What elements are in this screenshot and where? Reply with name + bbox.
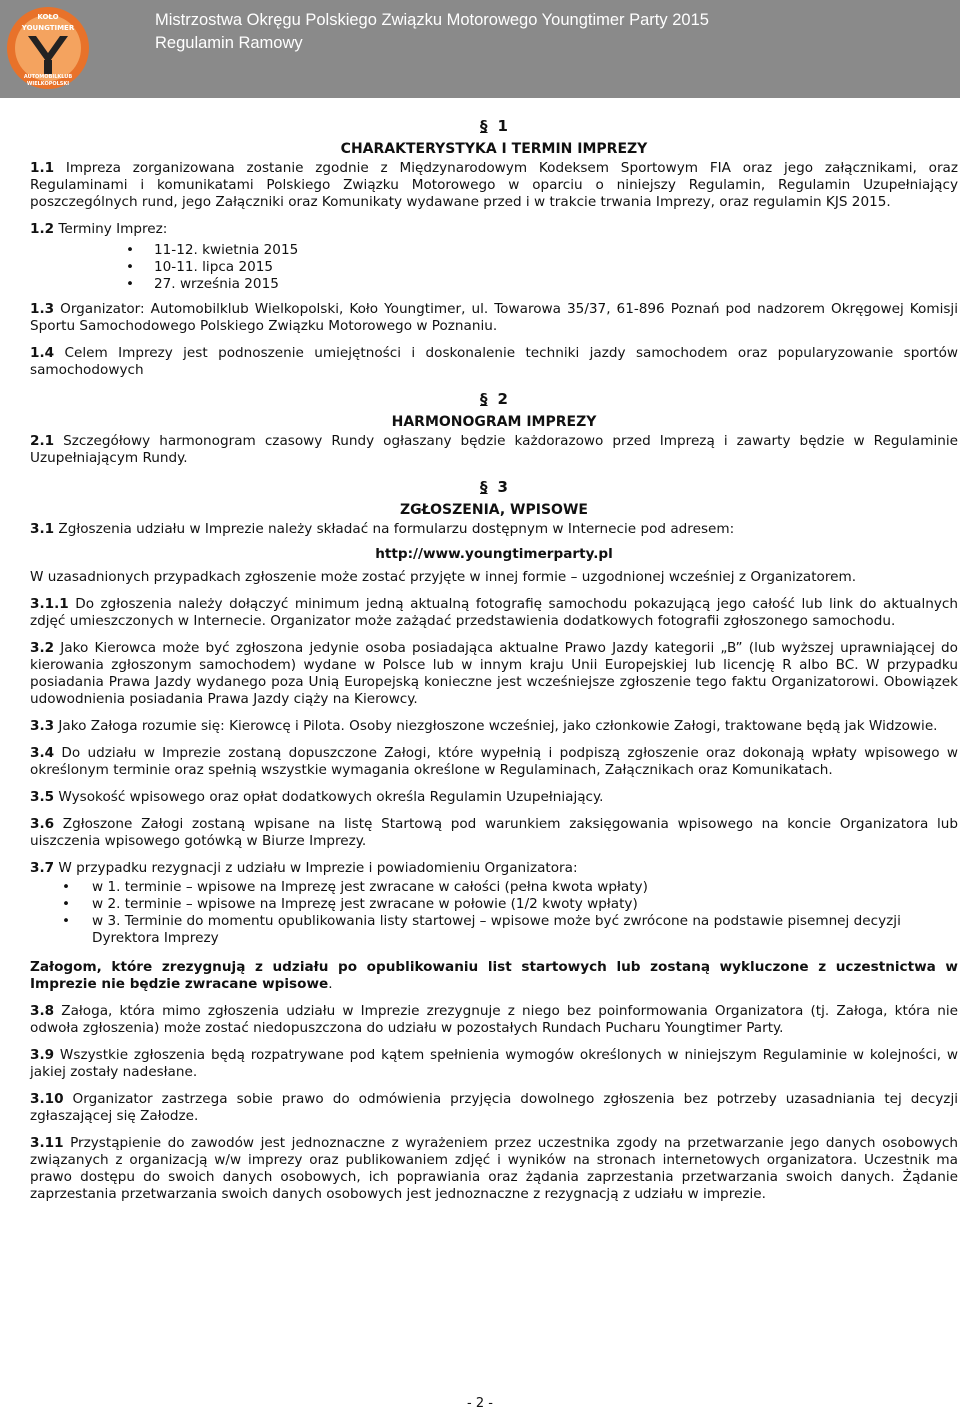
section-2-title: HARMONOGRAM IMPREZY bbox=[391, 414, 597, 430]
paragraph-number: 3.5 bbox=[30, 789, 55, 805]
paragraph-number: 3.2 bbox=[30, 640, 55, 656]
paragraph-text: Celem Imprezy jest podnoszenie umiejętności i doskonalenie techniki jazdy samochodem oraz popularyzowanie sportów samochodowych bbox=[30, 345, 958, 378]
paragraph-3-8 bbox=[30, 1003, 958, 1037]
paragraph-text: Jako Kierowca może być zgłoszona jedynie osoba posiadająca aktualne Prawo Jazdy kategorii „B” (lub wyższej uprawniającej do kierowania zgłoszonym samochodem) wydane w Polsce lub w innym kraju Unii Europejskiej lub licencję R albo BC. W przypadku posiadania Prawa Jazdy wydanego poza Unią Europejską konieczne jest wcześniejsze zgłoszenie tego faktu Organizatorowi. Obowiązek udowodnienia posiadania Prawa Jazdy ciąży na Kierowcy. bbox=[30, 640, 958, 707]
paragraph-number: 3.1 bbox=[30, 521, 55, 537]
paragraph-3-7 bbox=[30, 860, 958, 877]
paragraph-text: Szczegółowy harmonogram czasowy Rundy ogłaszany będzie każdorazowo przed Imprezą i zawarty będzie w Regulaminie Uzupełniającym Rundy. bbox=[30, 433, 958, 466]
paragraph-number: 3.7 bbox=[30, 860, 55, 876]
header-bar bbox=[0, 0, 960, 98]
no-refund-notice bbox=[30, 959, 958, 993]
paragraph-text: Jako Załoga rozumie się: Kierowcę i Pilota. Osoby niezgłoszone wcześniej, jako członkowie Załogi, traktowane będą jak Widzowie. bbox=[54, 718, 938, 734]
club-logo bbox=[6, 6, 90, 90]
list-item: • 11-12. kwietnia 2015 bbox=[30, 242, 958, 259]
section-number: 3 bbox=[497, 478, 508, 496]
notice-end: . bbox=[328, 976, 333, 992]
paragraph-text: Wysokość wpisowego oraz opłat dodatkowych określa Regulamin Uzupełniający. bbox=[54, 789, 604, 805]
list-item: • w 2. terminie – wpisowe na Imprezę jest zwracane w połowie (1/2 kwoty wpłaty) bbox=[30, 896, 958, 913]
paragraph-text: Organizator zastrzega sobie prawo do odmówienia przyjęcia dowolnego zgłoszenia bez potrzeby uzasadniania tej decyzji zgłaszającej się Załodze. bbox=[30, 1091, 958, 1124]
paragraph-text: Do udziału w Imprezie zostaną dopuszczone Załogi, które wypełnią i podpiszą zgłoszenie oraz dokonają wpłaty wpisowego w określonym terminie oraz spełnią wszystkie wymagania określone w Regulaminach, Załącznikach oraz Komunikatach. bbox=[30, 745, 958, 778]
paragraph-1-4 bbox=[30, 345, 958, 379]
paragraph-3-1 bbox=[30, 521, 958, 538]
paragraph-1-3 bbox=[30, 301, 958, 335]
paragraph-text: Zgłoszenia udziału w Imprezie należy składać na formularzu dostępnym w Internecie pod adresem: bbox=[54, 521, 735, 537]
section-1-mark bbox=[30, 116, 958, 136]
logo-text-2: YOUNGTIMER bbox=[21, 24, 75, 32]
section-3-title: ZGŁOSZENIA, WPISOWE bbox=[400, 502, 588, 518]
paragraph-text: Wszystkie zgłoszenia będą rozpatrywane pod kątem spełnienia wymogów określonych w niniejszym Regulaminie w kolejności, w jakiej zostały nadesłane. bbox=[30, 1047, 958, 1080]
section-1-title: CHARAKTERYSTYKA I TERMIN IMPREZY bbox=[340, 141, 648, 157]
paragraph-number: 3.10 bbox=[30, 1091, 64, 1107]
paragraph-text: Załoga, która mimo zgłoszenia udziału w Imprezie zrezygnuje z niego bez poinformowania Organizatora (tj. Załoga, która nie odwoła zgłoszenia) może zostać niedopuszczona do udziału w pozostałych Rundach Pucharu Youngtimer Party. bbox=[30, 1003, 958, 1036]
paragraph-3-1-note: W uzasadnionych przypadkach zgłoszenie może zostać przyjęte w innej formie – uzgodnionej wcześniej z Organizatorem. bbox=[30, 569, 857, 585]
paragraph-3-2 bbox=[30, 640, 958, 708]
section-number: 2 bbox=[497, 390, 508, 408]
paragraph-3-4 bbox=[30, 745, 958, 779]
paragraph-number: 3.3 bbox=[30, 718, 55, 734]
paragraph-number: 3.11 bbox=[30, 1135, 64, 1151]
paragraph-3-11 bbox=[30, 1135, 958, 1203]
paragraph-text: Impreza zorganizowana zostanie zgodnie z Międzynarodowym Kodeksem Sportowym FIA oraz jego załącznikami, oraz Regulaminami i komunikatami Polskiego Związku Motorowego w oparciu o niniejszy Regulamin, Regulamin Uzupełniający poszczególnych rund, jego Załączniki oraz Komunikaty wydawane przed i w trakcie trwania Imprezy, oraz regulamin KJS 2015. bbox=[30, 160, 958, 210]
paragraph-3-3 bbox=[30, 718, 958, 735]
header-subtitle: Regulamin Ramowy bbox=[155, 34, 303, 52]
paragraph-3-9 bbox=[30, 1047, 958, 1081]
document-body bbox=[30, 108, 958, 1213]
paragraph-number: 1.4 bbox=[30, 345, 55, 361]
paragraph-3-5 bbox=[30, 789, 958, 806]
paragraph-sign: § bbox=[480, 390, 488, 408]
list-item: • 27. września 2015 bbox=[30, 276, 958, 293]
paragraph-number: 1.2 bbox=[30, 221, 55, 237]
paragraph-text: Do zgłoszenia należy dołączyć minimum jedną aktualną fotografię samochodu pokazującą jego całość lub link do aktualnych zdjęć umieszczonych w Internecie. Organizator może zażądać przedstawienia dodatkowych fotografii zgłoszonego samochodu. bbox=[30, 596, 958, 629]
paragraph-3-6 bbox=[30, 816, 958, 850]
paragraph-text: Przystąpienie do zawodów jest jednoznaczne z wyrażeniem przez uczestnika zgody na przetwarzanie jego danych osobowych związanych z organizacją w/w imprezy oraz publikowaniem zdjęć i wyników na stronach internetowych organizatora. Uczestnik ma prawo dostępu do swoich danych osobowych, ich poprawiania oraz żądania zaprzestania przetwarzania swoich danych. Żądanie zaprzestania przetwarzania swoich danych osobowych jest jednoznaczne z rezygnacją z udziału w imprezie. bbox=[30, 1135, 958, 1202]
registration-url-link[interactable]: http://www.youngtimerparty.pl bbox=[375, 546, 613, 562]
logo-text-3: AUTOMOBILKLUB bbox=[23, 74, 73, 80]
paragraph-number: 2.1 bbox=[30, 433, 55, 449]
header-title: Mistrzostwa Okręgu Polskiego Związku Motorowego Youngtimer Party 2015 bbox=[155, 11, 709, 29]
section-2-mark bbox=[30, 389, 958, 409]
logo-text-1: KOŁO bbox=[37, 13, 59, 21]
list-item: • 10-11. lipca 2015 bbox=[30, 259, 958, 276]
paragraph-1-1 bbox=[30, 160, 958, 211]
refund-rules-list bbox=[30, 879, 958, 947]
paragraph-3-10 bbox=[30, 1091, 958, 1125]
paragraph-sign: § bbox=[480, 478, 488, 496]
section-3-mark bbox=[30, 477, 958, 497]
paragraph-number: 3.1.1 bbox=[30, 596, 69, 612]
paragraph-text: Organizator: Automobilklub Wielkopolski, Koło Youngtimer, ul. Towarowa 35/37, 61-896 Poznań pod nadzorem Okręgowej Komisji Sportu Samochodowego Polskiego Związku Motorowego w Poznaniu. bbox=[30, 301, 958, 334]
logo-text-4: WIELKOPOLSKI bbox=[26, 81, 70, 87]
paragraph-3-1-1 bbox=[30, 596, 958, 630]
paragraph-number: 1.3 bbox=[30, 301, 55, 317]
section-number: 1 bbox=[497, 117, 508, 135]
event-dates-list bbox=[30, 242, 958, 293]
paragraph-text: Zgłoszone Załogi zostaną wpisane na listę Startową pod warunkiem zaksięgowania wpisowego na koncie Organizatora lub uiszczenia wpisowego gotówką w Biurze Imprezy. bbox=[30, 816, 958, 849]
paragraph-1-2 bbox=[30, 221, 958, 238]
paragraph-number: 3.9 bbox=[30, 1047, 55, 1063]
paragraph-number: 1.1 bbox=[30, 160, 55, 176]
list-item: • w 1. terminie – wpisowe na Imprezę jest zwracane w całości (pełna kwota wpłaty) bbox=[30, 879, 958, 896]
paragraph-text: Terminy Imprez: bbox=[54, 221, 168, 237]
notice-text: Załogom, które zrezygnują z udziału po opublikowaniu list startowych lub zostaną wykluczone z uczestnictwa w Imprezie nie będzie zwracane wpisowe bbox=[30, 959, 958, 992]
paragraph-number: 3.6 bbox=[30, 816, 55, 832]
page-number: - 2 - bbox=[467, 1396, 493, 1411]
paragraph-2-1 bbox=[30, 433, 958, 467]
paragraph-number: 3.8 bbox=[30, 1003, 55, 1019]
paragraph-text: W przypadku rezygnacji z udziału w Imprezie i powiadomieniu Organizatora: bbox=[54, 860, 578, 876]
paragraph-number: 3.4 bbox=[30, 745, 55, 761]
paragraph-sign: § bbox=[480, 117, 488, 135]
list-item: • w 3. Terminie do momentu opublikowania listy startowej – wpisowe może być zwrócone na podstawie pisemnej decyzji Dyrektora Imprezy bbox=[30, 913, 958, 947]
